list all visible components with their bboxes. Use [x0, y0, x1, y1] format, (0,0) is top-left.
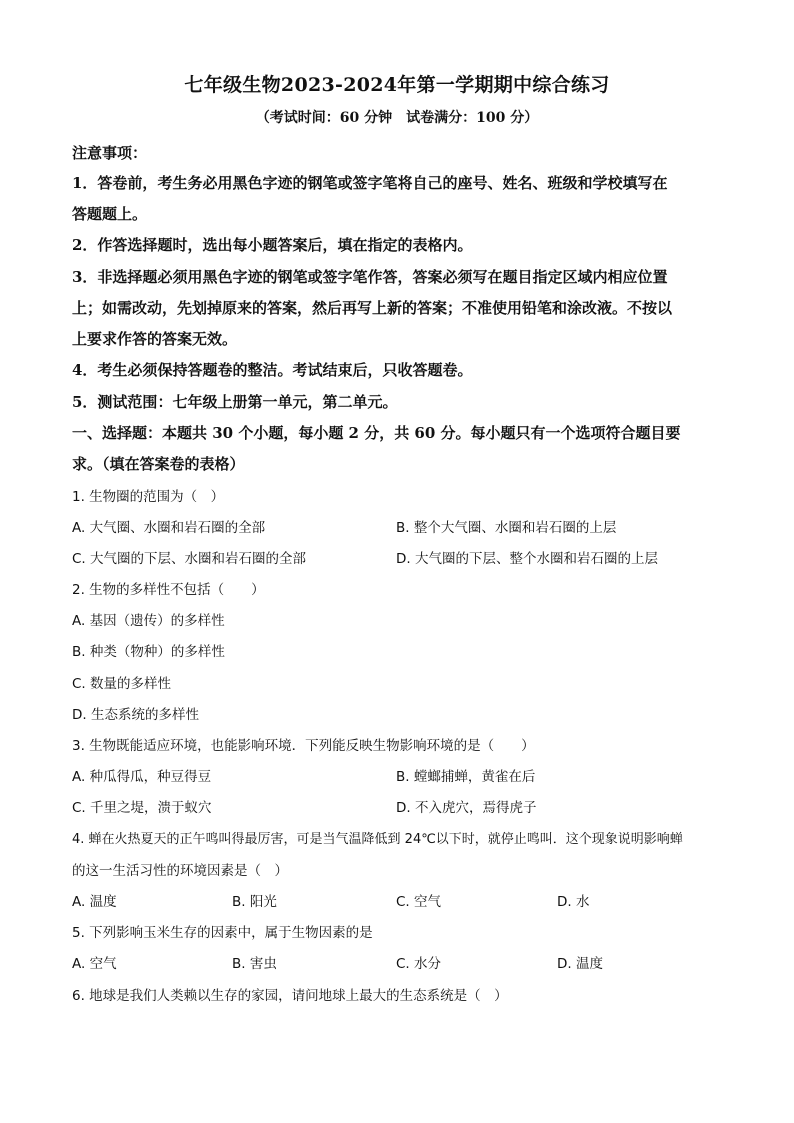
note-line: 答题题上。: [72, 205, 148, 223]
section-heading: 求。（填在答案卷的表格）: [72, 455, 245, 473]
question-option: B. 种类（物种）的多样性: [72, 644, 225, 660]
question-option: A. 温度: [72, 894, 117, 910]
question-option: A. 大气圈、水圈和岩石圈的全部: [72, 520, 266, 536]
question-option: C. 千里之堤，溃于蚁穴: [72, 800, 212, 816]
note-line: 4．考生必须保持答题卷的整洁。考试结束后，只收答题卷。: [72, 361, 473, 379]
question-option: B. 螳螂捕蝉，黄雀在后: [396, 769, 536, 785]
section-heading: 一、选择题：本题共 30 个小题，每小题 2 分，共 60 分。每小题只有一个选项符合题目要: [72, 424, 681, 442]
question-stem: 1. 生物圈的范围为（ ）: [72, 489, 225, 505]
question-stem: 的这一生活习性的环境因素是（ ）: [72, 863, 288, 879]
notes-heading: 注意事项：: [72, 144, 148, 162]
question-stem: 2. 生物的多样性不包括（ ）: [72, 582, 265, 598]
question-stem: 6. 地球是我们人类赖以生存的家园，请问地球上最大的生态系统是（ ）: [72, 988, 508, 1004]
note-line: 5．测试范围：七年级上册第一单元，第二单元。: [72, 393, 398, 411]
question-option: A. 空气: [72, 956, 117, 972]
question-option: D. 生态系统的多样性: [72, 707, 199, 723]
question-option: C. 数量的多样性: [72, 676, 172, 692]
question-option: B. 害虫: [232, 956, 277, 972]
note-line: 3．非选择题必须用黑色字迹的钢笔或签字笔作答，答案必须写在题目指定区域内相应位置: [72, 268, 668, 286]
question-stem: 5. 下列影响玉米生存的因素中，属于生物因素的是: [72, 925, 373, 941]
note-line: 1．答卷前，考生务必用黑色字迹的钢笔或签字笔将自己的座号、姓名、班级和学校填写在: [72, 174, 668, 192]
question-option: A. 基因（遗传）的多样性: [72, 613, 225, 629]
question-option: B. 整个大气圈、水圈和岩石圈的上层: [396, 520, 617, 536]
question-option: D. 不入虎穴，焉得虎子: [396, 800, 537, 816]
page-title: 七年级生物2023-2024年第一学期期中综合练习: [184, 74, 610, 96]
note-line: 上要求作答的答案无效。: [72, 330, 238, 348]
question-option: D. 大气圈的下层、整个水圈和岩石圈的上层: [396, 551, 658, 567]
question-option: C. 大气圈的下层、水圈和岩石圈的全部: [72, 551, 307, 567]
question-option: B. 阳光: [232, 894, 277, 910]
note-line: 上；如需改动，先划掉原来的答案，然后再写上新的答案；不准使用铅笔和涂改液。不按以: [72, 299, 673, 317]
question-option: C. 空气: [396, 894, 442, 910]
question-option: D. 温度: [557, 956, 603, 972]
question-option: A. 种瓜得瓜，种豆得豆: [72, 769, 212, 785]
question-stem: 3. 生物既能适应环境，也能影响环境．下列能反映生物影响环境的是（ ）: [72, 738, 535, 754]
note-line: 2．作答选择题时，选出每小题答案后，填在指定的表格内。: [72, 236, 473, 254]
question-option: D. 水: [557, 894, 590, 910]
question-stem: 4. 蝉在火热夏天的正午鸣叫得最厉害，可是当气温降低到 24℃以下时，就停止鸣叫．这个现象说明影响蝉: [72, 832, 683, 847]
question-option: C. 水分: [396, 956, 442, 972]
exam-info: （考试时间：60 分钟 试卷满分：100 分）: [255, 110, 539, 126]
